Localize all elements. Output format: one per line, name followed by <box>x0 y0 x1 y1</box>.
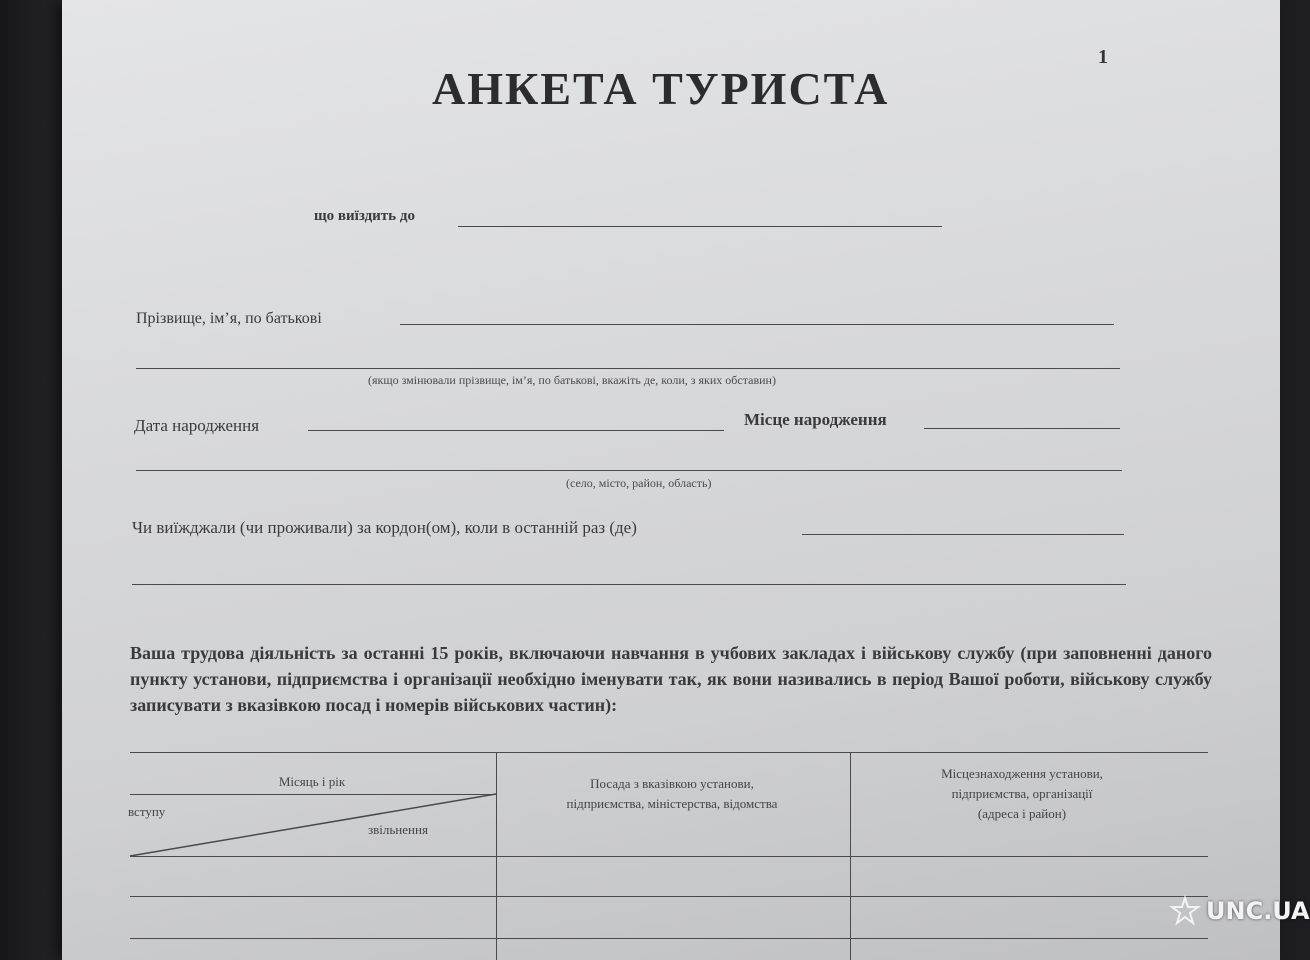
col-month-year-header: Місяць і рік <box>278 774 346 789</box>
birth-date-field[interactable] <box>308 430 724 431</box>
col-location-header-line2: підприємства, організації <box>951 786 1093 801</box>
col-leave-label: звільнення <box>368 822 428 837</box>
name-change-hint: (якщо змінювали прізвище, ім’я, по батькові, вкажіть де, коли, з яких обставин) <box>368 373 776 387</box>
birth-date-label: Дата народження <box>134 416 260 435</box>
destination-label: що виїздить до <box>314 208 415 224</box>
abroad-field[interactable] <box>802 534 1124 535</box>
form-title: АНКЕТА ТУРИСТА <box>432 63 890 114</box>
col-position-header-line2: підприємства, міністерства, відомства <box>566 796 778 811</box>
col-location-header <box>872 764 1172 824</box>
birth-place-hint: (село, місто, район, область) <box>566 476 712 490</box>
abroad-field-line2[interactable] <box>132 584 1126 585</box>
page-number: 1 <box>1098 46 1108 68</box>
table-row[interactable] <box>130 938 1208 939</box>
birth-place-label: Місце народження <box>744 410 887 429</box>
destination-field[interactable] <box>458 226 942 227</box>
abroad-label: Чи виїжджали (чи проживали) за кордон(ом), коли в останній раз (де) <box>132 518 637 537</box>
col-entry-label: вступу <box>128 804 166 819</box>
star-logo-icon <box>1170 896 1200 926</box>
col-position-header <box>512 774 832 814</box>
table-top-border <box>130 752 1208 753</box>
watermark <box>1170 896 1310 926</box>
birth-place-field[interactable] <box>924 428 1120 429</box>
col-location-header-line3: (адреса і район) <box>977 806 1067 821</box>
full-name-field[interactable] <box>400 324 1114 325</box>
full-name-label: Прізвище, ім’я, по батькові <box>136 310 322 327</box>
col-position-header-line1: Посада з вказівкою установи, <box>590 776 754 791</box>
col-location-header-line1: Місцезнаходження установи, <box>941 766 1103 781</box>
birth-place-field-line2[interactable] <box>136 470 1122 471</box>
watermark-text: UNC.UA <box>1206 897 1310 925</box>
table-row[interactable] <box>130 896 1208 897</box>
form-sheet <box>62 0 1310 960</box>
full-name-field-line2[interactable] <box>136 368 1120 369</box>
table-header-bottom <box>130 856 1208 857</box>
work-history-instruction: Ваша трудова діяльність за останні 15 років, включаючи навчання в учбових закладах і військову службу (при заповненні даного пункту установи, підприємства і організації необхідно іменувати так, як вони називались в період Вашої роботи, військову службу записувати з вказівкою посад і номерів військових частин): <box>130 643 1212 715</box>
